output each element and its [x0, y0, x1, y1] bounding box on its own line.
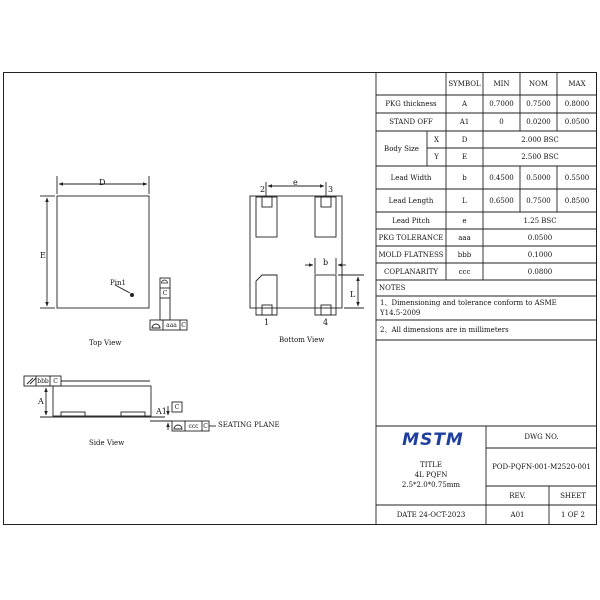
seating-plane-label: SEATING PLANE — [218, 421, 280, 429]
row-sub-x: X — [434, 135, 439, 144]
side-view-caption: Side View — [89, 439, 125, 447]
row-span-value: 2.000 BSC — [521, 135, 559, 144]
title-label: TITLE — [420, 461, 442, 469]
row-nom: 0.0200 — [526, 118, 551, 126]
row-param: Lead Width — [390, 173, 432, 182]
row-param: Lead Pitch — [392, 216, 430, 225]
row-symbol: A — [461, 100, 468, 108]
bottom-view-dim-l: L — [350, 290, 356, 299]
row-param: PKG thickness — [385, 100, 437, 108]
row-param-body-size: Body Size — [384, 144, 419, 153]
row-max: 0.8000 — [564, 100, 590, 108]
svg-text:MSTM: MSTM — [402, 430, 464, 448]
row-symbol: ccc — [458, 267, 471, 276]
bottom-view-dim-e: e — [293, 178, 298, 187]
row-symbol: aaa — [458, 233, 471, 242]
table-header-nom: NOM — [528, 79, 549, 88]
side-view-dim-a: A — [38, 397, 44, 406]
row-param: COPLANARITY — [383, 267, 438, 276]
rev-value: A01 — [510, 511, 525, 519]
side-fcf-c2: C — [203, 422, 208, 430]
row-param: STAND OFF — [389, 118, 433, 126]
bottom-pin-4: 4 — [323, 318, 329, 327]
bottom-pin-2: 2 — [260, 185, 266, 194]
note-item: Y14.5-2009 — [380, 309, 421, 317]
row-symbol: D — [461, 135, 468, 144]
bottom-pin-3: 3 — [328, 185, 334, 194]
sheet-label: SHEET — [560, 491, 586, 500]
top-view-caption: Top View — [89, 339, 122, 347]
title-line1: 4L PQFN — [414, 471, 448, 479]
bottom-view-caption: Bottom View — [279, 336, 325, 344]
row-symbol: e — [462, 216, 467, 225]
row-span-value: 0.1000 — [527, 250, 553, 259]
row-symbol: bbb — [457, 250, 472, 259]
row-max: 0.5500 — [564, 173, 590, 182]
row-min: 0 — [499, 118, 504, 126]
row-span-value: 2.500 BSC — [521, 153, 559, 161]
row-min: 0.4500 — [489, 173, 514, 182]
title-line2: 2.5*2.0*0.75mm — [401, 481, 461, 489]
top-view-dim-e: E — [40, 251, 46, 260]
row-span-value: 0.0800 — [527, 267, 553, 276]
row-param: MOLD FLATNESS — [378, 250, 444, 259]
top-fcf-aaa: aaa — [166, 321, 177, 329]
row-nom: 0.7500 — [526, 196, 551, 205]
row-sub-y: Y — [434, 153, 439, 161]
side-view-dim-a1: A1 — [156, 407, 167, 416]
row-symbol: A1 — [459, 118, 470, 126]
side-datum-c: C — [174, 403, 180, 411]
logo-icon — [387, 430, 479, 448]
top-fcf-c: C — [162, 289, 168, 297]
row-min: 0.6500 — [489, 196, 514, 205]
dwg-label: DWG NO. — [524, 433, 559, 441]
bottom-pin-1: 1 — [264, 318, 270, 327]
top-view-dim-d: D — [99, 178, 106, 187]
side-fcf-ccc: ccc — [188, 422, 199, 430]
row-symbol: b — [462, 173, 467, 182]
side-fcf-bbb: bbb — [37, 377, 49, 385]
table-header-max: MAX — [568, 79, 586, 88]
dwg-number: POD-PQFN-001-M2520-001 — [492, 463, 591, 471]
row-span-value: 1.25 BSC — [523, 216, 557, 225]
notes-title: NOTES — [379, 284, 406, 292]
side-fcf-c: C — [53, 377, 58, 385]
row-symbol: L — [462, 196, 467, 205]
note-item: 2、All dimensions are in millimeters — [380, 326, 509, 334]
row-symbol: E — [461, 153, 468, 161]
row-max: 0.0500 — [564, 118, 590, 126]
table-header-symbol: SYMBOL — [448, 79, 481, 88]
row-nom: 0.7500 — [526, 100, 551, 108]
row-param: PKG TOLERANCE — [378, 233, 444, 242]
row-max: 0.8500 — [564, 196, 590, 205]
top-fcf-c2: C — [181, 321, 186, 329]
row-min: 0.7000 — [489, 100, 514, 108]
note-item: 1、Dimensioning and tolerance conform to ASME — [380, 299, 557, 307]
row-param: Lead Length — [388, 196, 434, 205]
bottom-view-dim-b: b — [323, 258, 329, 267]
row-span-value: 0.0500 — [527, 233, 553, 242]
company-logo — [383, 428, 483, 450]
sheet-value: 1 OF 2 — [561, 511, 585, 519]
row-nom: 0.5000 — [526, 173, 551, 182]
top-view-pin1-label: Pin1 — [110, 279, 126, 287]
drawing-date: DATE 24-OCT-2023 — [396, 511, 466, 519]
table-header-min: MIN — [493, 79, 510, 88]
rev-label: REV. — [509, 491, 526, 500]
